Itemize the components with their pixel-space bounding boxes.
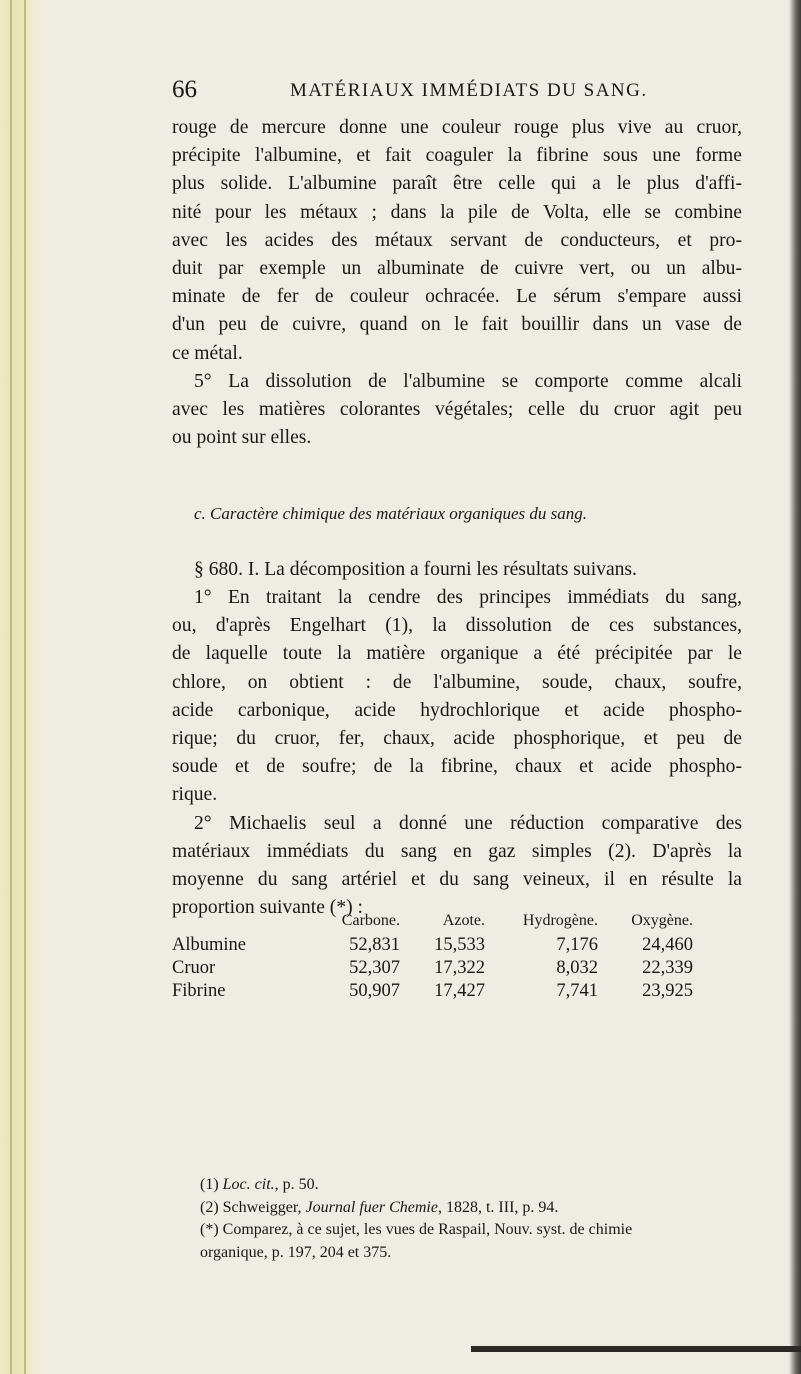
column-header: Carbone. — [341, 912, 400, 929]
table-cell: 17,427 — [434, 981, 485, 1001]
text-line: d'un peu de cuivre, quand on le fait bouillir dans un vase de — [172, 314, 742, 336]
running-title: MATÉRIAUX IMMÉDIATS DU SANG. — [290, 80, 648, 101]
column-header: Oxygène. — [631, 912, 693, 929]
footnote — [200, 1197, 760, 1220]
table-cell: 7,176 — [556, 935, 598, 955]
table-cell: 22,339 — [642, 958, 693, 978]
text-line: ce métal. — [172, 342, 243, 364]
text-line: ou, d'après Engelhart (1), la dissolution de ces substances, — [172, 615, 742, 637]
text-line: nité pour les métaux ; dans la pile de Volta, elle se combine — [172, 201, 742, 223]
table-cell: 52,831 — [349, 935, 400, 955]
column-header: Azote. — [442, 912, 485, 929]
text-line: précipite l'albumine, et fait coaguler la fibrine sous une forme — [172, 145, 742, 167]
table-cell: 7,741 — [556, 981, 598, 1001]
row-label: Albumine — [172, 935, 246, 955]
footnote-text: Comparez, à ce sujet, les vues de Raspail, Nouv. syst. de chimie — [222, 1221, 633, 1238]
page-header — [172, 76, 692, 110]
text-line: 1° En traitant la cendre des principes immédiats du sang, — [194, 587, 742, 608]
text-line: rouge de mercure donne une couleur rouge plus vive au cruor, — [172, 117, 742, 138]
text-line: minate de fer de couleur ochracée. Le sérum s'empare aussi — [172, 286, 742, 308]
row-label: Fibrine — [172, 981, 226, 1001]
footnote-source: Journal fuer Chemie — [305, 1198, 438, 1216]
footnote-source: Loc. cit. — [222, 1176, 275, 1193]
elemental-composition-table — [172, 912, 693, 1003]
text-line: avec les matières colorantes végétales; celle du cruor agit peu — [172, 399, 742, 421]
text-line: de laquelle toute la matière organique a été précipitée par le — [172, 643, 742, 665]
text-line: 5° La dissolution de l'albumine se comporte comme alcali — [194, 371, 742, 392]
text-line: soude et de soufre; de la fibrine, chaux et acide phospho- — [172, 756, 742, 778]
paragraph-albumin-dissolution — [172, 368, 742, 453]
table-corner-cell — [172, 912, 292, 934]
table-cell: 8,032 — [556, 958, 598, 978]
text-line: chlore, on obtient : de l'albumine, soude, chaux, soufre, — [172, 671, 742, 693]
text-line: ou point sur elles. — [172, 427, 312, 449]
footnote-marker: (1) — [200, 1176, 219, 1193]
footnote — [200, 1219, 760, 1242]
footnote-marker: (2) — [200, 1198, 219, 1216]
text-line: rique; du cruor, fer, chaux, acide phosphorique, et peu de — [172, 728, 742, 750]
table-row — [172, 934, 693, 957]
text-line: rique. — [172, 784, 218, 806]
footnotes — [200, 1174, 760, 1264]
subsection-title: c. Caractère chimique des matériaux organiques du sang. — [194, 504, 587, 523]
paragraph-ash — [172, 584, 742, 922]
page-number: 66 — [172, 76, 197, 103]
table-row — [172, 980, 693, 1003]
text-line: proportion suivante (*) : — [172, 897, 364, 919]
text-line: moyenne du sang artériel et du sang veineux, il en résulte la — [172, 869, 742, 891]
table-row — [172, 957, 693, 980]
footnote — [200, 1174, 760, 1197]
footnote-text: Schweigger, — [222, 1198, 306, 1216]
table-header-row — [172, 912, 693, 934]
text-line: 2° Michaelis seul a donné une réduction comparative des — [194, 812, 742, 834]
table-cell: 50,907 — [349, 981, 400, 1001]
text-line: plus solide. L'albumine paraît être celle qui a le plus d'affi- — [172, 173, 742, 195]
table-cell: 23,925 — [642, 981, 693, 1001]
footnote-continuation: organique, p. 197, 204 et 375. — [200, 1243, 392, 1261]
footnote-text: , p. 50. — [274, 1176, 319, 1193]
footnote-marker: (*) — [200, 1221, 219, 1238]
table-cell: 15,533 — [434, 935, 485, 955]
text-line: avec les acides des métaux servant de conducteurs, et pro- — [172, 229, 742, 251]
paragraph-mercury — [172, 114, 742, 368]
row-label: Cruor — [172, 958, 216, 978]
table-cell: 24,460 — [642, 935, 693, 955]
text-line: § 680. I. La décomposition a fourni les résultats suivans. — [194, 559, 637, 580]
paragraph-section-680 — [172, 556, 742, 584]
text-line: matériaux immédiats du sang en gaz simples (2). D'après la — [172, 840, 742, 862]
text-line: duit par exemple un albuminate de cuivre vert, ou un albu- — [172, 258, 742, 280]
text-line: acide carbonique, acide hydrochlorique et acide phospho- — [172, 699, 742, 721]
footnote-text: , 1828, t. III, p. 94. — [437, 1198, 559, 1216]
table-cell: 17,322 — [434, 958, 485, 978]
table-cell: 52,307 — [349, 958, 400, 978]
column-header: Hydrogène. — [522, 912, 598, 929]
